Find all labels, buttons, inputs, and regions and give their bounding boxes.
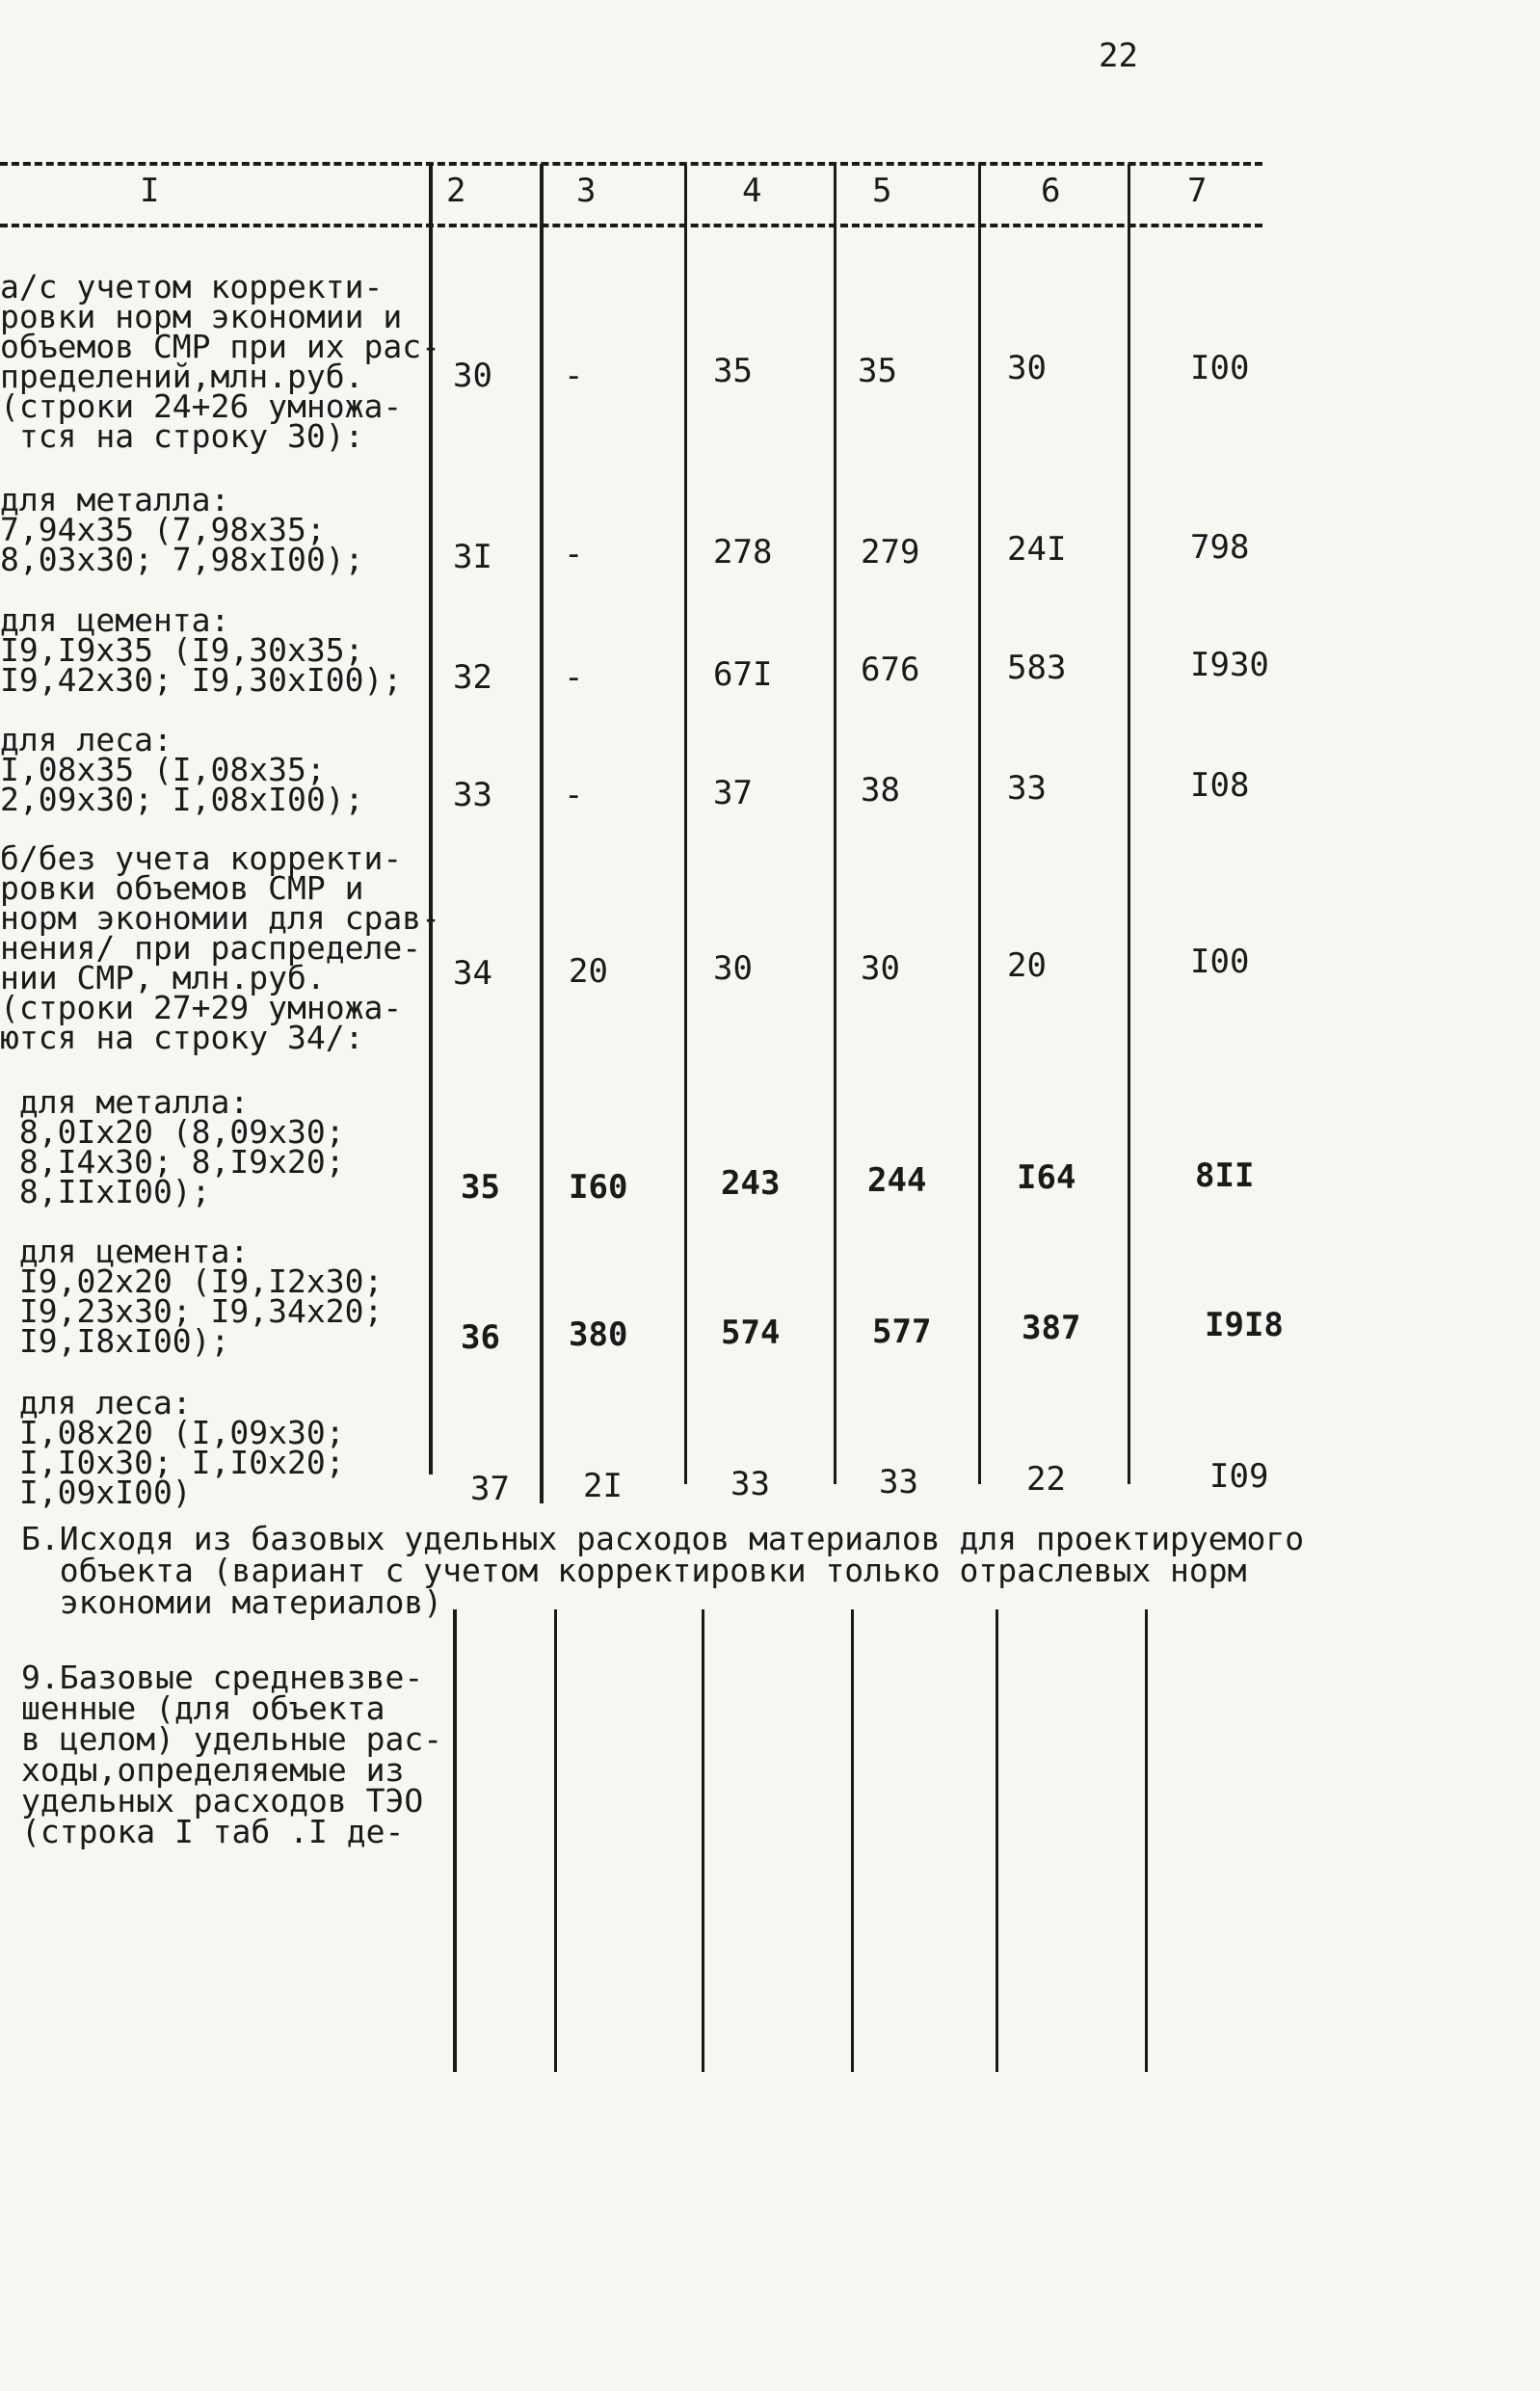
row-label-timber: для леса: I,08х35 (I,08х35; 2,09х30; I,08хI00);	[0, 721, 364, 818]
cell-row2-c5: 279	[861, 533, 920, 571]
cell-row3-c2: 32	[453, 658, 492, 697]
column-header-5: 5	[872, 172, 892, 210]
cell-row7-c6: 387	[1022, 1309, 1081, 1347]
cell-row2-c6: 24I	[1007, 530, 1067, 569]
column-divider-2-lower	[554, 1609, 557, 2072]
page-number: 22	[1099, 37, 1138, 75]
cell-row3-c7: I930	[1190, 646, 1269, 684]
column-divider-2	[540, 164, 544, 1503]
cell-row4-c5: 38	[861, 771, 900, 810]
column-header-4: 4	[742, 172, 762, 210]
cell-row7-c7: I9I8	[1205, 1306, 1284, 1344]
row-label-b: б/без учета корректи- ровки объемов СМР и норм экономии для срав- нения/ при распределе- нии СМР, млн.руб. (строки 27+29 умножа- ются на строку 34/:	[0, 839, 440, 1056]
cell-row6-c3: I60	[569, 1168, 628, 1207]
row-label-cement-b: для цемента: I9,02х20 (I9,I2х30; I9,23х30; I9,34х20; I9,I8хI00);	[18, 1233, 384, 1360]
cell-row4-c3: -	[564, 776, 584, 814]
cell-row1-c3: -	[564, 357, 584, 395]
row-label-metal-b: для металла: 8,0Iх20 (8,09х30; 8,I4х30; 8,I9х20; 8,IIхI00);	[18, 1083, 345, 1210]
cell-row7-c2: 36	[461, 1318, 500, 1357]
column-divider-5	[978, 164, 981, 1484]
cell-row2-c3: -	[564, 535, 584, 573]
column-divider-3-lower	[702, 1609, 704, 2072]
cell-row5-c7: I00	[1190, 943, 1250, 981]
cell-row1-c2: 30	[453, 357, 492, 395]
column-divider-6	[1128, 164, 1130, 1484]
cell-row3-c3: -	[564, 658, 584, 697]
cell-row6-c2: 35	[461, 1168, 500, 1207]
column-divider-4	[834, 164, 836, 1484]
cell-row8-c3: 2I	[583, 1467, 623, 1505]
column-divider-1-lower	[453, 1609, 457, 2072]
cell-row3-c5: 676	[861, 651, 920, 689]
cell-row1-c4: 35	[713, 352, 753, 390]
cell-row3-c6: 583	[1007, 649, 1067, 687]
cell-row6-c5: 244	[867, 1161, 927, 1200]
column-header-7: 7	[1187, 172, 1208, 210]
cell-row7-c3: 380	[569, 1315, 628, 1354]
column-header-6: 6	[1041, 172, 1061, 210]
column-header-3: 3	[576, 172, 597, 210]
row-label-a: а/с учетом корректи- ровки норм экономии и объемов СМР при их рас- пределений,млн.руб. (строки 24+26 умножа- тся на строку 30):	[0, 268, 440, 455]
cell-row5-c2: 34	[453, 954, 492, 993]
column-divider-4-lower	[851, 1609, 854, 2072]
cell-row4-c2: 33	[453, 776, 492, 814]
cell-row5-c3: 20	[569, 952, 608, 991]
cell-row3-c4: 67I	[713, 655, 773, 694]
section-b-heading: Б.Исходя из базовых удельных расходов материалов для проектируемого объекта (вариант с учетом корректировки только отраслевых норм экономии материалов)	[21, 1520, 1305, 1621]
cell-row8-c6: 22	[1026, 1460, 1066, 1499]
row-label-metal: для металла: 7,94х35 (7,98х35; 8,03х30; 7,98хI00);	[0, 481, 364, 578]
item-9-text: 9.Базовые средневзве- шенные (для объекта в целом) удельные рас- ходы,определяемые из удельных расходов ТЭО (строка I таб .I де-	[21, 1659, 443, 1850]
cell-row5-c4: 30	[713, 949, 753, 988]
cell-row2-c2: 3I	[453, 538, 492, 576]
cell-row1-c6: 30	[1007, 349, 1047, 387]
cell-row8-c2: 37	[470, 1470, 510, 1508]
cell-row5-c5: 30	[861, 949, 900, 988]
header-top-rule	[0, 162, 1262, 166]
column-divider-5-lower	[996, 1609, 998, 2072]
cell-row5-c6: 20	[1007, 946, 1047, 985]
cell-row6-c6: I64	[1017, 1158, 1076, 1197]
header-bottom-rule	[0, 224, 1262, 227]
column-header-1: I	[140, 172, 160, 210]
cell-row6-c4: 243	[721, 1164, 781, 1203]
row-label-cement: для цемента: I9,I9х35 (I9,30х35; I9,42х30; I9,30хI00);	[0, 601, 403, 699]
cell-row4-c7: I08	[1190, 766, 1250, 805]
cell-row8-c5: 33	[879, 1463, 918, 1501]
cell-row7-c5: 577	[872, 1313, 932, 1351]
cell-row1-c5: 35	[858, 352, 897, 390]
cell-row2-c7: 798	[1190, 528, 1250, 567]
cell-row8-c7: I09	[1209, 1457, 1269, 1496]
cell-row2-c4: 278	[713, 533, 773, 571]
row-label-timber-b: для леса: I,08х20 (I,09х30; I,I0х30; I,I0х20; I,09хI00)	[18, 1384, 345, 1511]
column-divider-3	[684, 164, 687, 1484]
cell-row8-c4: 33	[730, 1465, 770, 1503]
column-header-2: 2	[446, 172, 466, 210]
cell-row4-c4: 37	[713, 774, 753, 812]
column-divider-6-lower	[1145, 1609, 1148, 2072]
cell-row1-c7: I00	[1190, 349, 1250, 387]
cell-row7-c4: 574	[721, 1314, 781, 1352]
cell-row4-c6: 33	[1007, 769, 1047, 808]
cell-row6-c7: 8II	[1195, 1156, 1255, 1195]
